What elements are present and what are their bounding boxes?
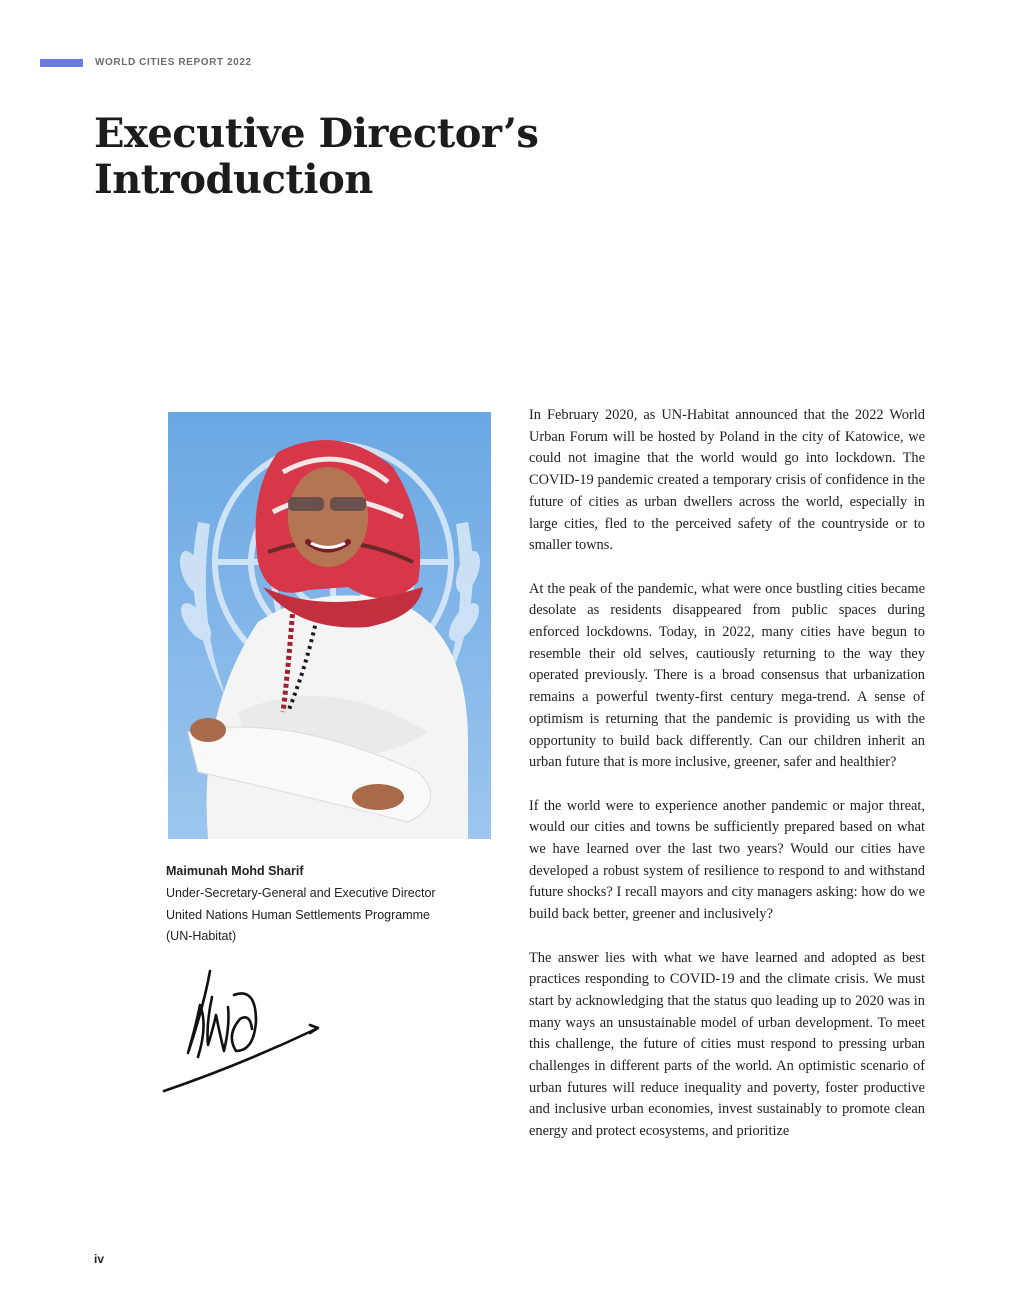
signature-icon: [160, 965, 325, 1100]
photo-caption: [166, 861, 466, 948]
caption-organization-short: (UN-Habitat): [166, 929, 237, 944]
page-title: [94, 111, 538, 203]
running-header: WORLD CITIES REPORT 2022: [95, 57, 252, 68]
caption-organization: United Nations Human Settlements Programme: [166, 907, 431, 922]
caption-role: Under-Secretary-General and Executive Director: [166, 885, 436, 900]
body-text: [529, 405, 925, 1165]
portrait-photo: [168, 412, 491, 839]
page-number: iv: [94, 1252, 105, 1266]
page-title-line-2: Introduction: [94, 156, 373, 203]
body-paragraph-1: In February 2020, as UN-Habitat announced that the 2022 World Urban Forum will be hosted by Poland in the city of Katowice, we could not imagine that the world would go into lockdown. The COVID-19 pandemic created a temporary crisis of confidence in the future of cities as urban dwellers across the world, especially in large cities, fled to the perceived safety of the countryside or to smaller towns.: [529, 407, 925, 554]
page-title-line-1: Executive Director’s: [94, 110, 539, 157]
header-accent-bar: [40, 59, 83, 67]
caption-name: Maimunah Mohd Sharif: [166, 864, 304, 878]
body-paragraph-4: The answer lies with what we have learned and adopted as best practices responding to COVID-19 and the climate crisis. We must start by acknowledging that the status quo leading up to 2020 was in many ways an unsustainable model of urban development. To meet this challenge, the future of cities must respond to pressing urban challenges in different parts of the world. An optimistic scenario of urban futures will reduce inequality and poverty, foster productive and inclusive urban economies, invest sustainably to promote clean energy and protect ecosystems, and prioritize: [529, 949, 925, 1140]
body-paragraph-2: At the peak of the pandemic, what were once bustling cities became desolate as residents disappeared from public spaces during enforced lockdowns. Today, in 2022, many cities have begun to resemble their old selves, cautiously returning to the way they operated previously. There is a broad consensus that urbanization remains a powerful twenty-first century mega-trend. A sense of optimism is returning that the pandemic is providing us with the opportunity to build back differently. Can our children inherit an urban future that is more inclusive, greener, safer and healthier?: [529, 580, 925, 771]
body-paragraph-3: If the world were to experience another pandemic or major threat, would our cities and towns be sufficiently prepared based on what we have learned over the last two years? Would our cities have developed a robust system of resilience to respond to and withstand future shocks? I recall mayors and city managers asking: how do we build back better, greener and inclusively?: [529, 797, 925, 923]
